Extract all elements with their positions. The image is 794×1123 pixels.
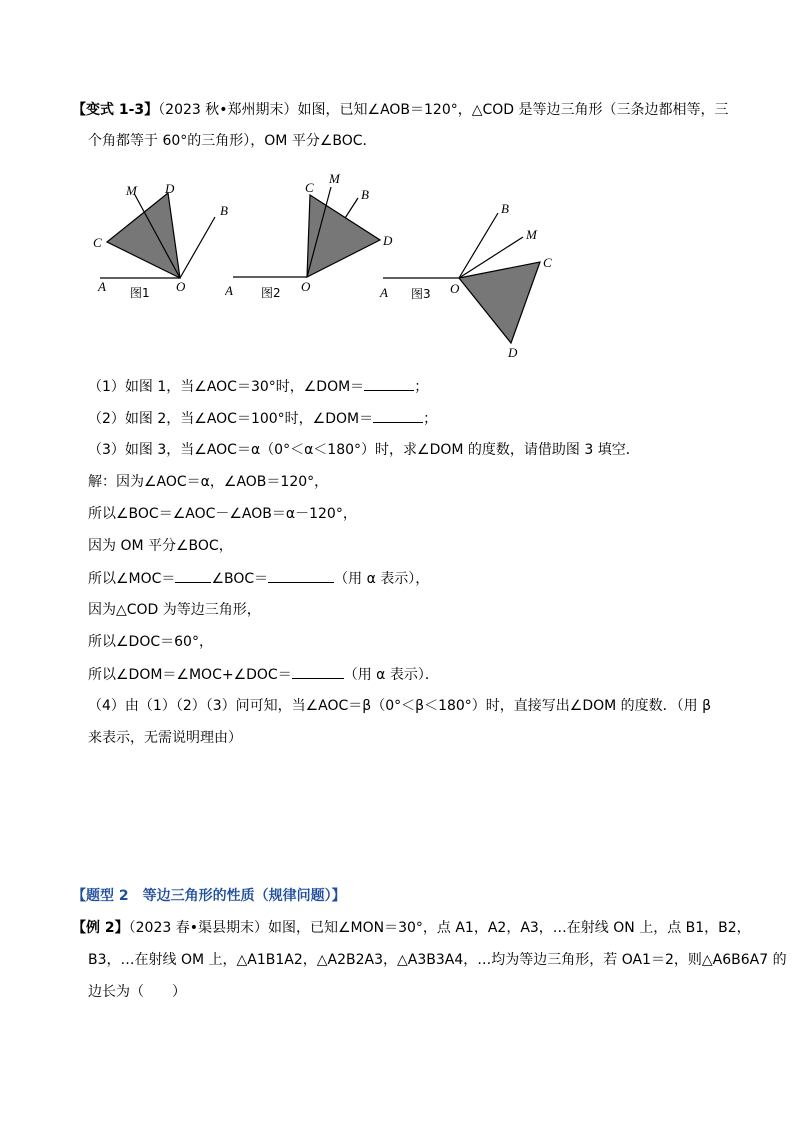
- fig2-label-M: M: [329, 171, 340, 186]
- fig1-label-M: M: [126, 183, 137, 198]
- fig1-label-B: B: [220, 203, 228, 218]
- fig1-label-D: D: [165, 181, 175, 196]
- fig2-label-A: A: [225, 283, 233, 298]
- fig2-label-D: D: [383, 233, 393, 248]
- fig1-ray-OB: [180, 217, 215, 278]
- fig2-label-C: C: [305, 180, 314, 195]
- example-tag: 【例 2】: [72, 920, 129, 936]
- answer-blank-q1[interactable]: [364, 376, 414, 391]
- fig1-triangle-COD: [107, 193, 180, 278]
- fig3-label-B: B: [501, 201, 509, 216]
- solution-line-7-b: （用 α 表示）．: [343, 667, 439, 683]
- problem-tag: 【变式 1-3】: [72, 102, 159, 118]
- solution-line-1: 解：因为∠AOC＝α，∠AOB＝120°，: [88, 474, 329, 490]
- question-2: [88, 408, 437, 429]
- answer-blank-dom[interactable]: [292, 664, 344, 679]
- fig3-ray-OB: [459, 213, 498, 278]
- solution-line-3: 因为 OM 平分∠BOC，: [88, 538, 233, 554]
- example-2-line1: [72, 918, 751, 938]
- section-heading: 【题型 2 等边三角形的性质（规律问题）】: [72, 888, 346, 904]
- example-2-line3: 边长为（ ）: [88, 984, 186, 1000]
- solution-line-4-a: 所以∠MOC＝: [88, 571, 176, 587]
- solution-line-4: [88, 568, 429, 589]
- question-2-end: ；: [423, 411, 438, 427]
- answer-blank-q2[interactable]: [373, 408, 423, 423]
- fig3-triangle-COD: [459, 262, 540, 343]
- fig3-caption: 图3: [411, 287, 431, 301]
- figure-2: [225, 165, 395, 305]
- figure-3: [375, 195, 575, 360]
- question-1: [88, 376, 428, 397]
- solution-line-7: [88, 664, 439, 685]
- answer-blank-fraction[interactable]: [175, 568, 211, 583]
- fig3-label-C: C: [543, 255, 552, 270]
- fig3-label-A: A: [380, 285, 388, 300]
- solution-line-5: 因为△COD 为等边三角形，: [88, 602, 261, 618]
- fig2-label-O: O: [301, 279, 311, 294]
- solution-line-4-c: （用 α 表示），: [334, 571, 430, 587]
- fig3-label-M: M: [526, 227, 537, 242]
- problem-stem-line1: [72, 100, 729, 120]
- question-1-text: （1）如图 1，当∠AOC＝30°时，∠DOM＝: [88, 379, 365, 395]
- question-1-end: ；: [414, 379, 429, 395]
- problem-source: （2023 秋•郑州期末）: [158, 102, 298, 118]
- solution-line-7-a: 所以∠DOM＝∠MOC+∠DOC＝: [88, 667, 292, 683]
- question-2-text: （2）如图 2，当∠AOC＝100°时，∠DOM＝: [88, 411, 374, 427]
- fig1-label-A: A: [98, 279, 106, 294]
- example-2-text: （2023 春•渠县期末）如图，已知∠MON＝30°，点 A1，A2，A3，…在射线 ON 上，点 B1，B2，: [128, 920, 751, 936]
- fig3-label-D: D: [508, 345, 518, 360]
- fig3-label-O: O: [450, 281, 460, 296]
- solution-line-6: 所以∠DOC＝60°，: [88, 634, 213, 650]
- problem-stem-text: 如图，已知∠AOB＝120°，△COD 是等边三角形（三条边都相等，三: [297, 102, 729, 118]
- question-3: （3）如图 3，当∠AOC＝α（0°＜α＜180°）时，求∠DOM 的度数，请借助图 3 填空．: [88, 442, 640, 458]
- fig1-caption: 图1: [130, 286, 150, 300]
- example-2-line2: B3，…在射线 OM 上，△A1B1A2，△A2B2A3，△A3B3A4，…均为等边三角形，若 OA1＝2，则△A6B6A7 的: [88, 952, 787, 968]
- solution-line-2: 所以∠BOC＝∠AOC－∠AOB＝α－120°，: [88, 506, 357, 522]
- question-4-line1: （4）由（1）（2）（3）问可知，当∠AOC＝β（0°＜β＜180°）时，直接写出∠DOM 的度数．（用 β: [88, 698, 712, 714]
- problem-stem-line2: 个角都等于 60°的三角形），OM 平分∠BOC．: [88, 133, 377, 149]
- answer-blank-moc[interactable]: [268, 568, 334, 583]
- question-4-line2: 来表示，无需说明理由）: [88, 730, 242, 746]
- fig1-label-C: C: [93, 235, 102, 250]
- fig2-label-B: B: [361, 187, 369, 202]
- fig1-label-O: O: [176, 279, 186, 294]
- solution-line-4-b: ∠BOC＝: [211, 571, 269, 587]
- fig2-caption: 图2: [261, 286, 281, 300]
